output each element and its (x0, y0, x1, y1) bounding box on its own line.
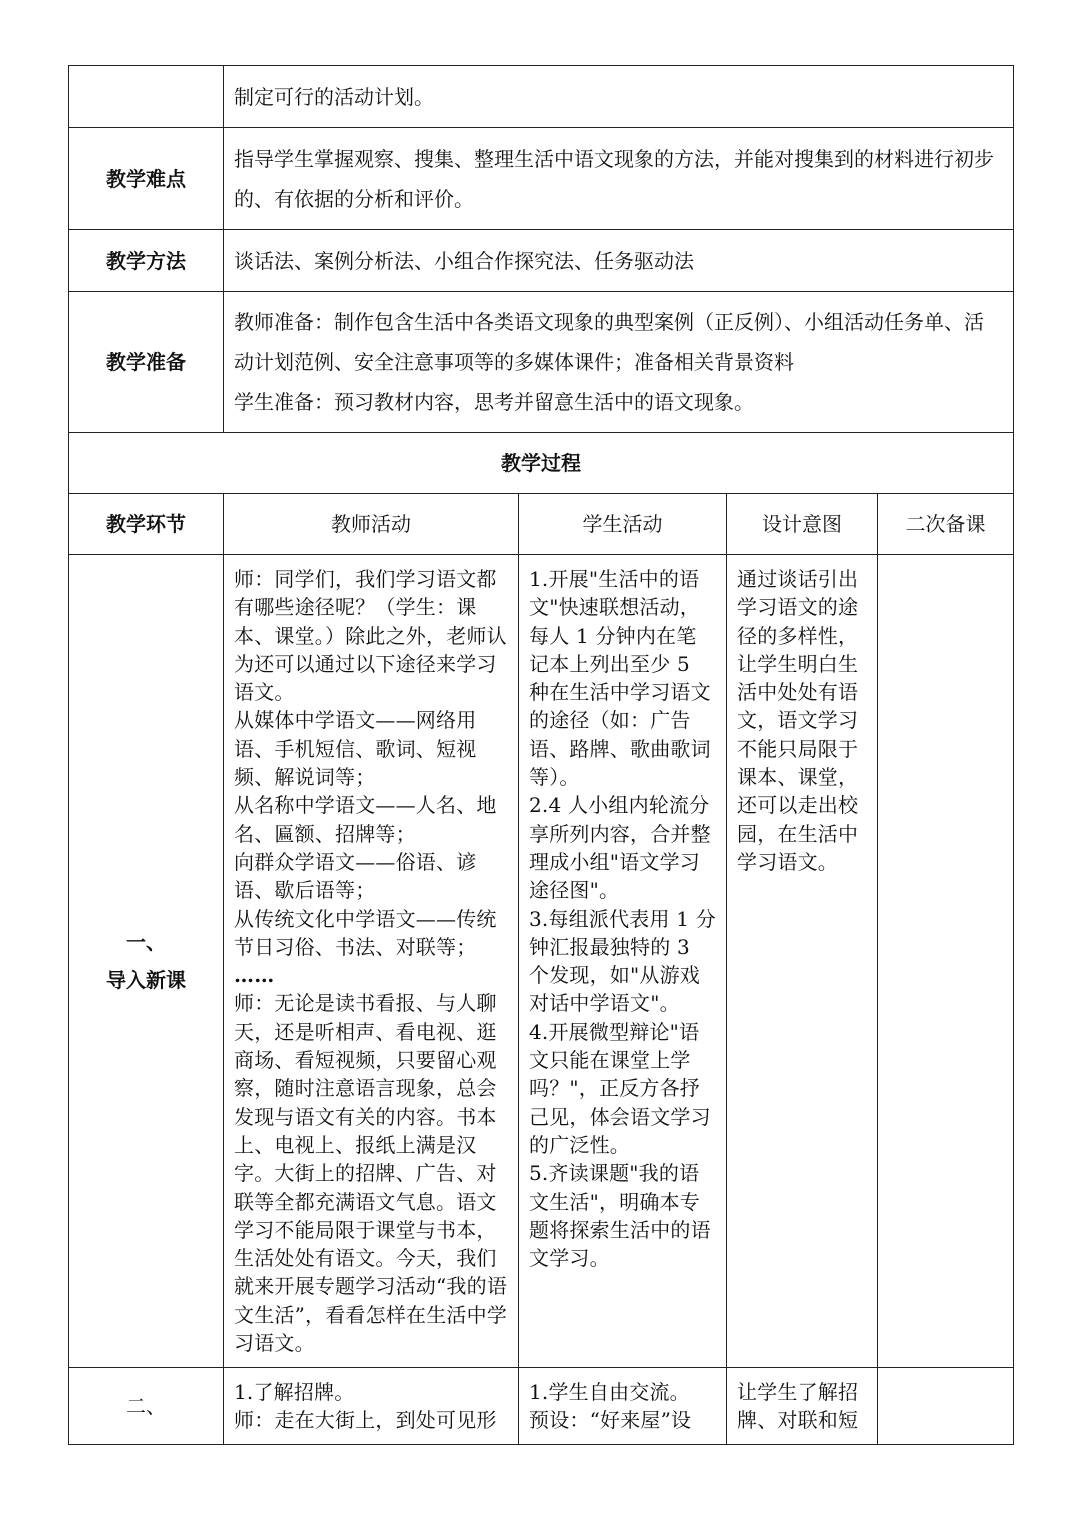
section1-teacher-activity (224, 555, 519, 1368)
header-teacher-activity: 教师活动 (224, 494, 519, 555)
section1-second-prep (878, 555, 1014, 1368)
process-title: 教学过程 (69, 433, 1014, 494)
section1-teacher-p2: 从媒体中学语文——网络用语、手机短信、歌词、短视频、解说词等； (234, 708, 477, 790)
continuation-row (69, 66, 1014, 128)
section2-student-p2: 预设：“好来屋”设 (529, 1408, 692, 1433)
section1-stage (69, 555, 224, 1368)
method-text: 谈话法、案例分析法、小组合作探究法、任务驱动法 (224, 230, 1014, 292)
section1-student-p2: 2.4 人小组内轮流分享所列内容，合并整理成小组"语文学习途径图"。 (529, 793, 711, 903)
process-title-row (69, 433, 1014, 494)
section1-name: 导入新课 (106, 968, 186, 992)
preparation-row (69, 292, 1014, 433)
section1-student-p5: 5.齐读课题"我的语文生活"，明确本专题将探索生活中的语文学习。 (529, 1161, 711, 1271)
header-student-activity: 学生活动 (519, 494, 727, 555)
section1-teacher-p3: 从名称中学语文——人名、地名、匾额、招牌等； (234, 793, 497, 846)
section1-student-p4: 4.开展微型辩论"语文只能在课堂上学吗？"，正反方各抒己见，体会语文学习的广泛性。 (529, 1019, 711, 1157)
continuation-text: 制定可行的活动计划。 (224, 66, 1014, 128)
header-design-intent: 设计意图 (727, 494, 878, 555)
section2-teacher-activity (224, 1368, 519, 1445)
section2-teacher-p1: 1.了解招牌。 (234, 1380, 355, 1404)
difficulty-row (69, 128, 1014, 230)
section1-design-intent: 通过谈话引出学习语文的途径的多样性，让学生明白生活中处处有语文，语文学习不能只局限于课本、课堂，还可以走出校园，在生活中学习语文。 (727, 555, 878, 1368)
header-second-prep: 二次备课 (878, 494, 1014, 555)
section1-student-activity (519, 555, 727, 1368)
column-header-row (69, 494, 1014, 555)
student-preparation: 学生准备：预习教材内容，思考并留意生活中的语文现象。 (234, 390, 754, 414)
section1-teacher-p7: 师：无论是读书看报、与人聊天，还是听相声、看电视、逛商场、看短视频，只要留心观察，随时注意语言现象，总会发现与语文有关的内容。书本上、电视上、报纸上满是汉字。大街上的招牌、广告、对联等全都充满语文气息。语文学习不能局限于课堂与书本，生活处处有语文。今天，我们就来开展专题学习活动“我的语文生活”，看看怎样在生活中学习语文。 (234, 991, 508, 1356)
section2-student-p1: 1.学生自由交流。 (529, 1380, 690, 1404)
difficulty-text: 指导学生掌握观察、搜集、整理生活中语文现象的方法，并能对搜集到的材料进行初步的、有依据的分析和评价。 (224, 128, 1014, 230)
section1-teacher-p1: 师：同学们，我们学习语文都有哪些途径呢？（学生：课本、课堂。）除此之外，老师认为还可以通过以下途径来学习语文。 (234, 567, 507, 705)
method-row (69, 230, 1014, 292)
lesson-plan-table (68, 65, 1014, 1445)
method-label: 教学方法 (69, 230, 224, 292)
section1-student-p1: 1.开展"生活中的语文"快速联想活动，每人 1 分钟内在笔记本上列出至少 5 种在生活中学习语文的途径（如：广告语、路牌、歌曲歌词等）。 (529, 567, 711, 790)
continuation-label-cell (69, 66, 224, 128)
preparation-text (224, 292, 1014, 433)
section2-student-activity (519, 1368, 727, 1445)
header-stage: 教学环节 (69, 494, 224, 555)
section1-teacher-ellipsis: …… (234, 963, 275, 988)
section2-design-intent: 让学生了解招牌、对联和短 (727, 1368, 878, 1445)
section2-teacher-p2: 师：走在大街上，到处可见形 (234, 1408, 497, 1433)
preparation-label: 教学准备 (69, 292, 224, 433)
section1-teacher-p5: 从传统文化中学语文——传统节日习俗、书法、对联等； (234, 906, 497, 959)
section1-student-p3: 3.每组派代表用 1 分钟汇报最独特的 3 个发现，如"从游戏对话中学语文"。 (529, 906, 716, 1016)
section2-number: 二、 (69, 1368, 224, 1445)
teacher-preparation: 教师准备：制作包含生活中各类语文现象的典型案例（正反例）、小组活动任务单、活动计划范例、安全注意事项等的多媒体课件；准备相关背景资料 (234, 310, 984, 374)
section1-number: 一、 (126, 930, 166, 954)
section2-second-prep (878, 1368, 1014, 1445)
section1-teacher-p4: 向群众学语文——俗语、谚语、歇后语等； (234, 849, 477, 903)
section1-row (69, 555, 1014, 1368)
difficulty-label: 教学难点 (69, 128, 224, 230)
section2-row (69, 1368, 1014, 1445)
